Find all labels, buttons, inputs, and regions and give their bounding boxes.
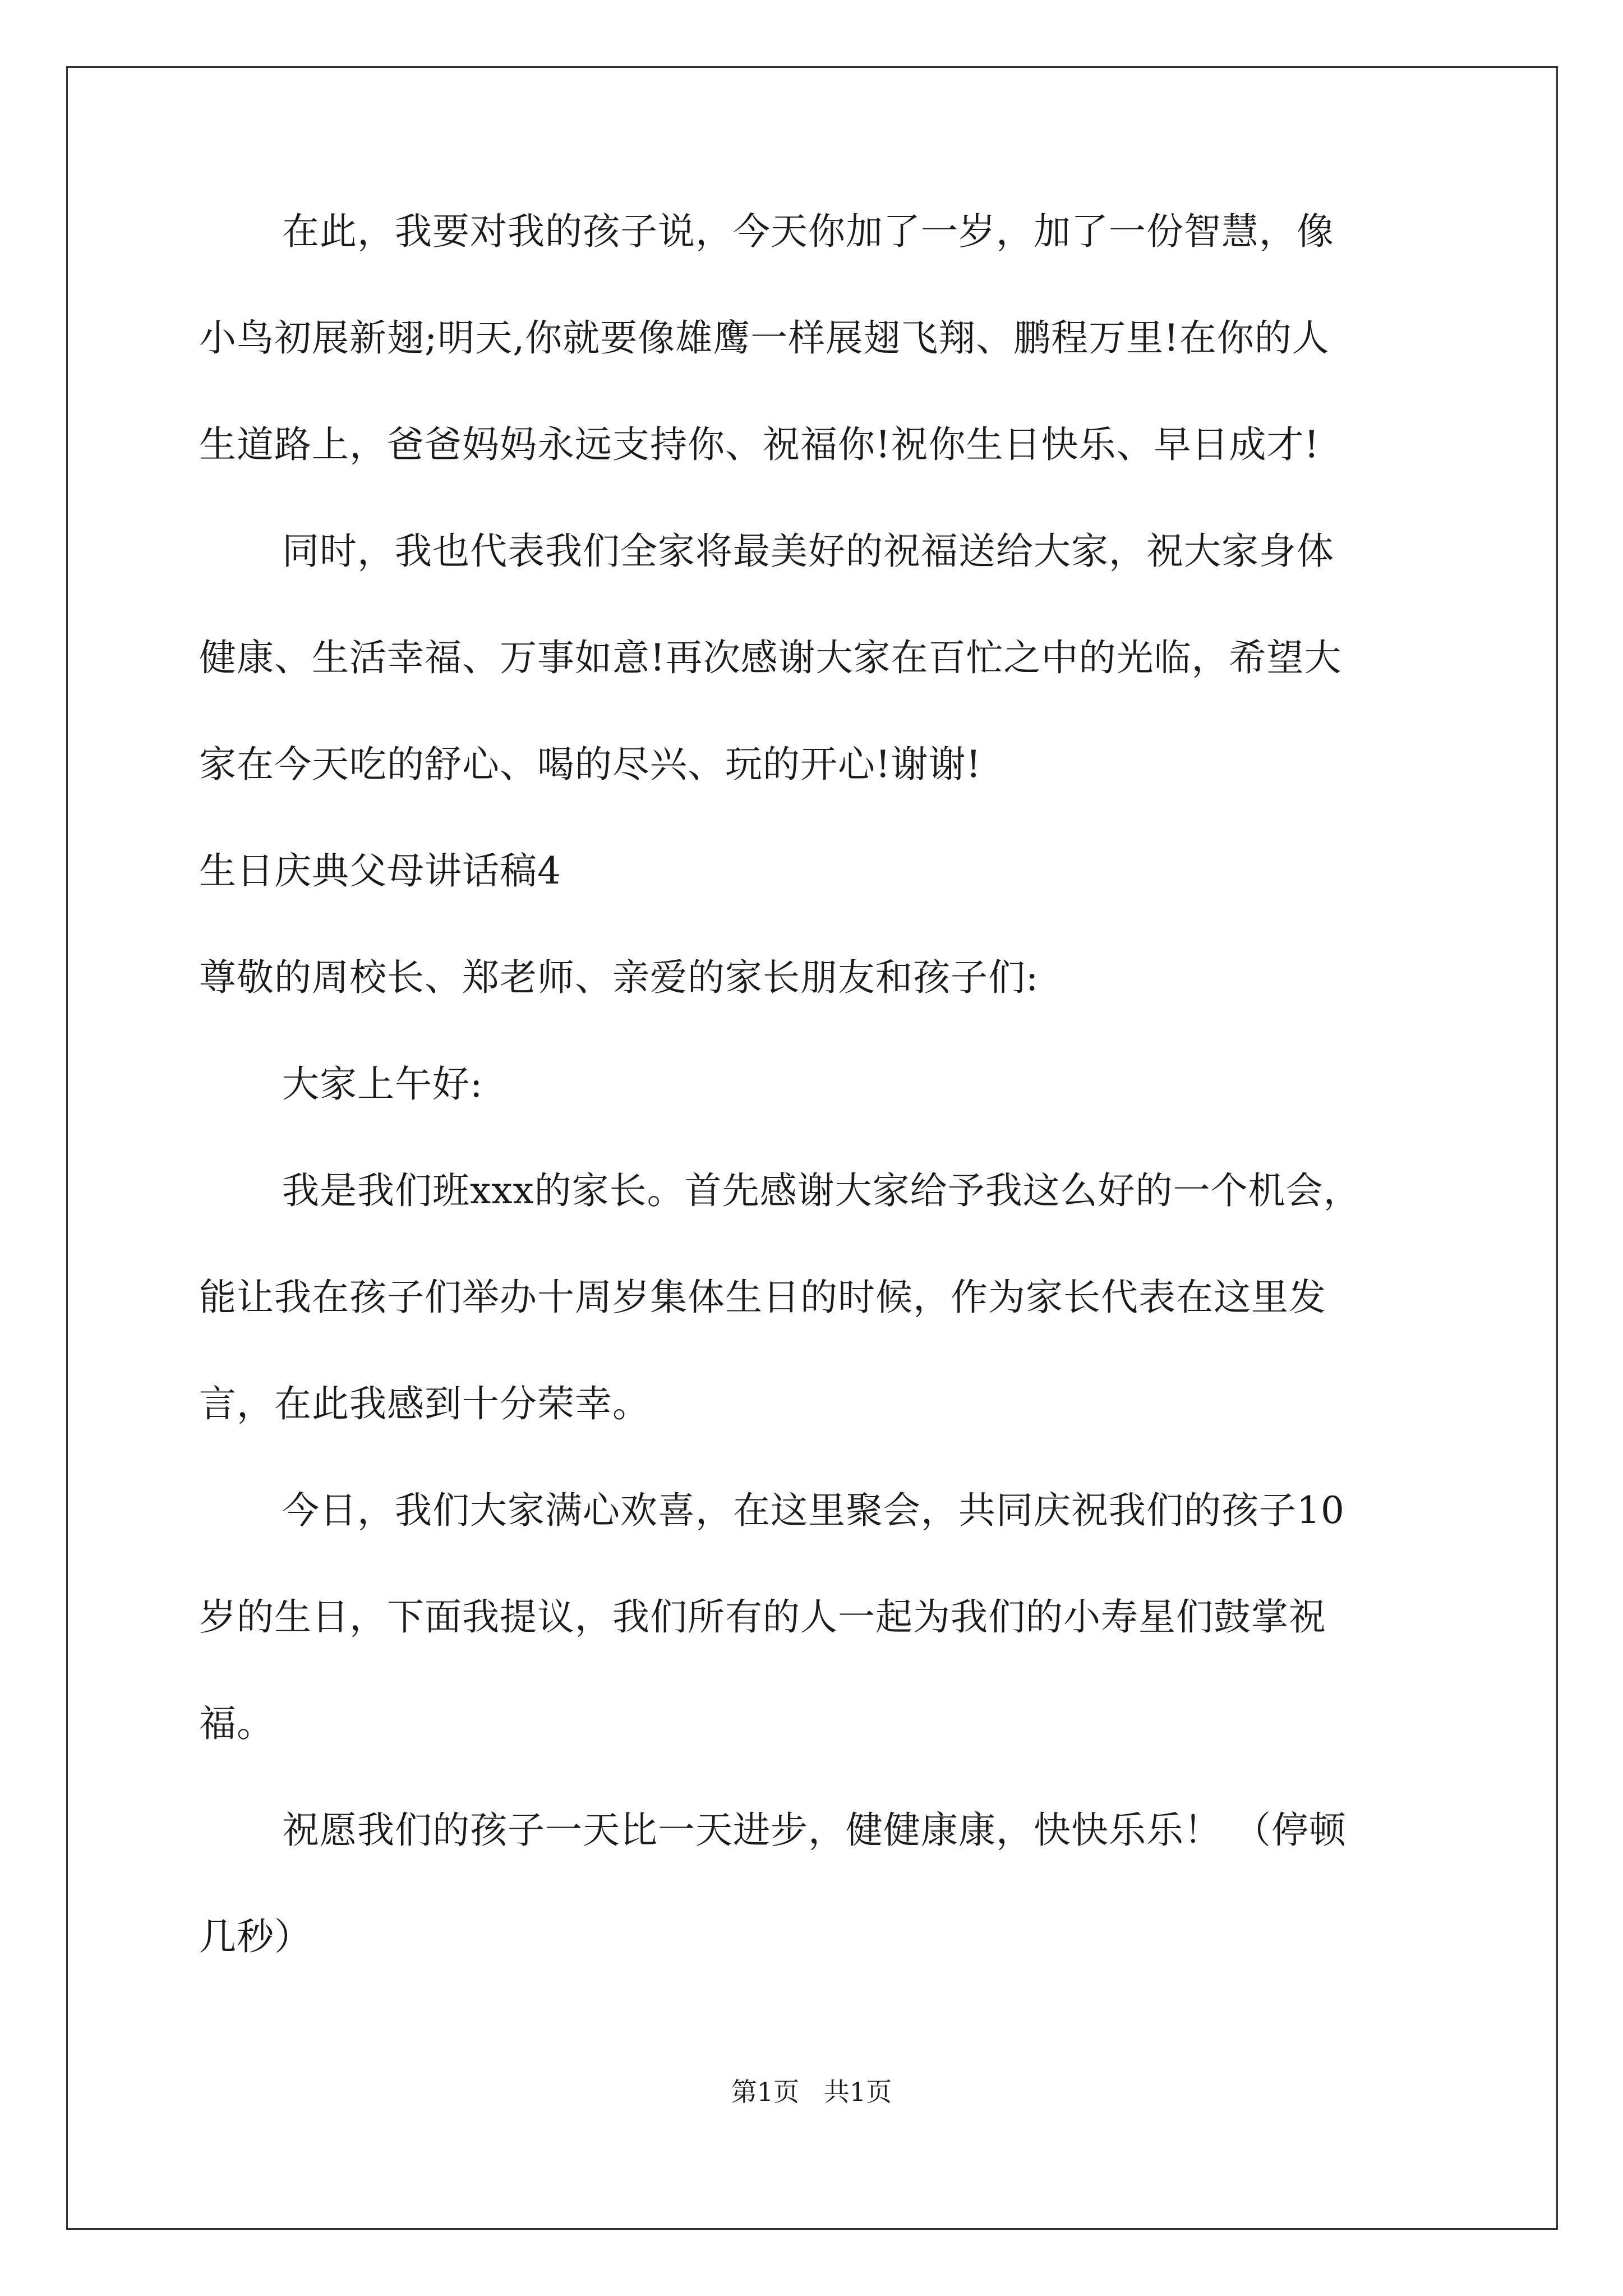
text-line: 我是我们班xxx的家长。首先感谢大家给予我这么好的一个机会，	[282, 1169, 1361, 1212]
text-line: 尊敬的周校长、郑老师、亲爱的家长朋友和孩子们:	[199, 956, 1039, 999]
text-line: 福。	[199, 1702, 274, 1745]
text-line: 大家上午好:	[282, 1062, 483, 1106]
document-body	[199, 210, 1444, 2025]
text-line: 在此，我要对我的孩子说，今天你加了一岁，加了一份智慧，像	[282, 210, 1334, 253]
text-line: 同时，我也代表我们全家将最美好的祝福送给大家，祝大家身体	[282, 530, 1334, 573]
text-line: 健康、生活幸福、万事如意!再次感谢大家在百忙之中的光临，希望大	[199, 636, 1342, 679]
text-line: 几秒）	[199, 1915, 312, 1958]
text-line: 言，在此我感到十分荣幸。	[199, 1382, 650, 1425]
page-footer: 第1页 共1页	[731, 2077, 892, 2107]
text-line: 岁的生日，下面我提议，我们所有的人一起为我们的小寿星们鼓掌祝	[199, 1595, 1326, 1639]
text-line: 能让我在孩子们举办十周岁集体生日的时候，作为家长代表在这里发	[199, 1276, 1326, 1319]
text-line: 生日庆典父母讲话稿4	[199, 849, 561, 892]
text-line: 生道路上，爸爸妈妈永远支持你、祝福你!祝你生日快乐、早日成才!	[199, 423, 1320, 466]
text-line: 小鸟初展新翅;明天,你就要像雄鹰一样展翅飞翔、鹏程万里!在你的人	[199, 316, 1330, 360]
text-line: 家在今天吃的舒心、喝的尽兴、玩的开心!谢谢!	[199, 743, 982, 786]
text-line: 祝愿我们的孩子一天比一天进步，健健康康，快快乐乐！ （停顿	[282, 1809, 1347, 1852]
text-line: 今日，我们大家满心欢喜，在这里聚会，共同庆祝我们的孩子10	[282, 1489, 1345, 1532]
